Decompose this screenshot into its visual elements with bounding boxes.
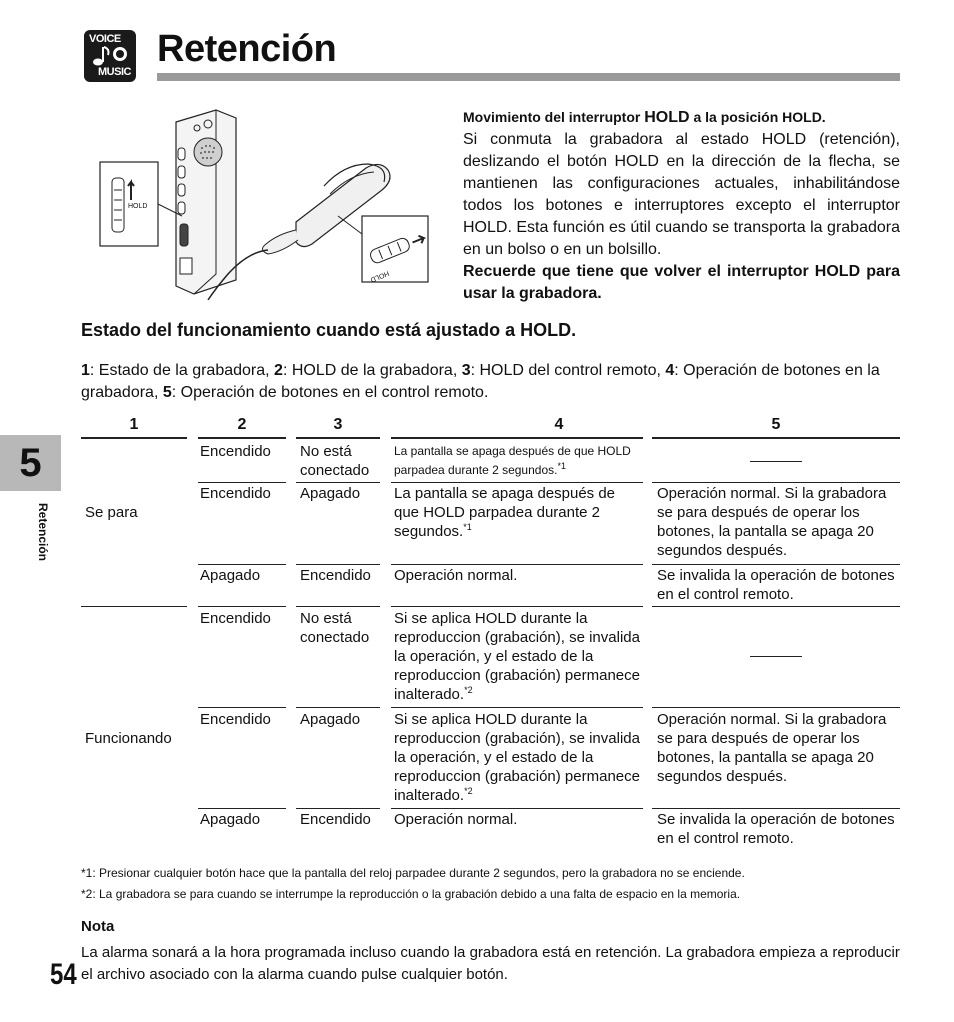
hold-heading	[463, 106, 900, 129]
hold-switch-illustration	[98, 104, 432, 300]
footnote-ref: *1	[463, 522, 472, 532]
table-cell: Encendido	[200, 443, 271, 460]
state-cell: Se para	[85, 504, 138, 521]
table-cell: Apagado	[300, 711, 361, 728]
header-rule	[296, 437, 380, 439]
row-rule	[391, 707, 643, 708]
row-rule	[198, 482, 286, 483]
nota-title: Nota	[81, 918, 115, 935]
row-rule	[391, 808, 643, 809]
hold-description	[463, 106, 900, 305]
header-rule	[81, 437, 187, 439]
page-title: Retención	[157, 28, 337, 70]
table-cell	[394, 566, 634, 585]
table-cell: Encendido	[300, 811, 371, 828]
cell-text: Si se aplica HOLD durante la reproduccion (grabación), se invalida la operación, y el estado de la reproduccion (grabación) permanece inalterado.	[394, 711, 640, 804]
legend-num-5: 5	[162, 384, 172, 401]
row-rule	[198, 564, 286, 565]
table-cell: Operación normal. Si la grabadora se para después de operar los botones, la pantalla se apaga 20 segundos después.	[657, 485, 887, 559]
table-header-3: 3	[333, 416, 343, 433]
legend-num-2: 2	[274, 362, 283, 379]
table-cell: Apagado	[200, 811, 261, 828]
row-rule	[391, 564, 643, 565]
table-cell	[394, 442, 644, 480]
logo-top-text: VOICE	[89, 33, 121, 45]
table-header-4: 4	[554, 416, 564, 433]
page-number: 54	[50, 958, 77, 991]
chapter-tab: 5	[0, 435, 61, 491]
legend-num-1: 1	[81, 362, 90, 379]
table-cell: Se invalida la operación de botones en el control remoto.	[657, 811, 895, 847]
legend-text-1: : Estado de la grabadora,	[89, 362, 275, 379]
footnote-1: *1: Presionar cualquier botón hace que la pantalla del reloj parpadee durante 2 segundos, pero la grabadora no se enciende.	[81, 866, 745, 880]
cell-text: La pantalla se apaga después de que HOLD parpadea durante 2 segundos.	[394, 444, 631, 477]
row-rule	[296, 808, 380, 809]
legend-text-4: : Operación de botones en la grabadora,	[81, 362, 880, 401]
header-rule	[391, 437, 643, 439]
table-header-5: 5	[771, 416, 781, 433]
table-cell: Operación normal. Si la grabadora se para después de operar los botones, la pantalla se apaga 20 segundos después.	[657, 711, 887, 785]
footnote-2: *2: La grabadora se para cuando se interrumpe la reproducción o la grabación debido a una falta de espacio en la memoria.	[81, 887, 741, 901]
row-rule	[296, 564, 380, 565]
table-header-1: 1	[129, 416, 139, 433]
table-cell: No está conectado	[300, 610, 370, 646]
legend-text-5: : Operación de botones en el control remoto.	[171, 384, 489, 401]
hold-heading-prefix: Movimiento del interruptor	[463, 109, 645, 125]
row-rule	[391, 482, 643, 483]
legend-num-3: 3	[461, 362, 471, 379]
table-cell: Encendido	[200, 610, 271, 627]
cell-text: Operación normal.	[394, 567, 518, 584]
row-rule	[652, 707, 900, 708]
hold-heading-suffix: a la posición HOLD.	[689, 109, 826, 125]
cell-text: Operación normal.	[394, 811, 518, 828]
empty-dash	[750, 461, 802, 462]
footnote-ref: *2	[464, 786, 473, 796]
header-rule	[652, 437, 900, 439]
row-rule	[296, 707, 380, 708]
footnote-ref: *2	[464, 685, 473, 695]
row-rule	[198, 606, 286, 607]
row-rule	[652, 564, 900, 565]
footnote-ref: *1	[557, 461, 566, 471]
hold-label-left: HOLD	[128, 203, 148, 210]
empty-dash	[750, 656, 802, 657]
row-rule	[391, 606, 643, 607]
row-rule	[652, 482, 900, 483]
row-rule	[198, 808, 286, 809]
legend-text-2: : HOLD de la grabadora,	[282, 362, 462, 379]
music-note-icon	[90, 45, 130, 67]
section-title: Estado del funcionamiento cuando está ajustado a HOLD.	[81, 320, 577, 340]
hold-body: Si conmuta la grabadora al estado HOLD (retención), deslizando el botón HOLD en la dirección de la flecha, se mantienen las configuraciones actuales, inhabilitándose todos los botones e interruptores excepto el interruptor HOLD. Esta función es útil cuando se transporta la grabadora en un bolso o en un bolsillo.	[463, 131, 900, 258]
column-legend	[81, 360, 901, 404]
cell-text: Si se aplica HOLD durante la reproduccion (grabación), se invalida la operación, y el estado de la reproduccion (grabación) permanece inalterado.	[394, 610, 640, 703]
side-section-label: Retención	[36, 503, 50, 562]
logo-bottom-text: MUSIC	[98, 66, 131, 78]
row-rule	[296, 482, 380, 483]
table-cell	[394, 810, 634, 829]
legend-num-4: 4	[665, 362, 675, 379]
table-cell	[394, 484, 634, 541]
cell-text: La pantalla se apaga después de que HOLD parpadea durante 2 segundos.	[394, 485, 616, 540]
row-rule	[652, 606, 900, 607]
title-rule	[157, 73, 900, 81]
table-cell	[394, 609, 644, 704]
hold-label-right: HOLD	[369, 269, 390, 283]
row-rule	[296, 606, 380, 607]
legend-text-3: : HOLD del control remoto,	[470, 362, 666, 379]
table-cell: No está conectado	[300, 443, 370, 479]
state-cell: Funcionando	[85, 730, 172, 747]
nota-text: La alarma sonará a la hora programada incluso cuando la grabadora está en retención. La grabadora empieza a reproducir el archivo asociado con la alarma cuando pulse cualquier botón.	[81, 944, 900, 983]
table-cell: Encendido	[300, 567, 371, 584]
group-rule	[81, 606, 187, 607]
hold-emphasis: Recuerde que tiene que volver el interruptor HOLD para usar la grabadora.	[463, 263, 900, 302]
voice-music-logo	[84, 30, 136, 82]
table-header-2: 2	[237, 416, 247, 433]
row-rule	[198, 707, 286, 708]
table-cell: Apagado	[200, 567, 261, 584]
hold-heading-word: HOLD	[644, 109, 690, 126]
table-cell: Encendido	[200, 485, 271, 502]
table-cell: Se invalida la operación de botones en el control remoto.	[657, 567, 895, 603]
table-cell	[394, 710, 644, 805]
table-cell: Encendido	[200, 711, 271, 728]
table-cell: Apagado	[300, 485, 361, 502]
header-rule	[198, 437, 286, 439]
row-rule	[652, 808, 900, 809]
